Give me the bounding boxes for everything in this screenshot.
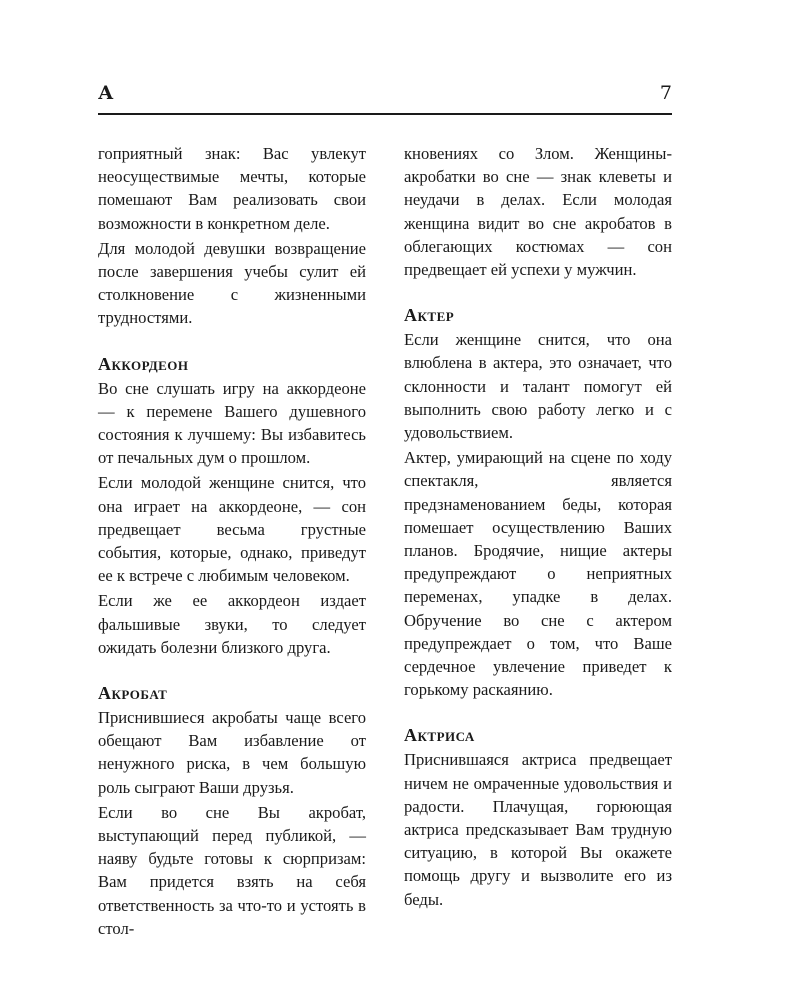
entry-paragraph: Приснившаяся актриса предвещает ничем не омраченные удовольствия и радости. Плачущая, горюющая актриса предсказывает Вам трудную ситуацию, в которой Вы окажете помощь другу и вызволите его из беды. xyxy=(404,750,672,909)
continuation-paragraph: кновениях со Злом. Женщины-акробатки во сне — знак клеветы и неудачи в делах. Если молодая женщина видит во сне акробатов в облегающих костюмах — сон предвещает ей успехи у мужчин. xyxy=(404,144,672,280)
entry-paragraph: Если во сне Вы акробат, выступающий перед публикой, — наяву будьте готовы к сюрпризам: Вам придется взять на себя ответственность за что-то и устоять в стол- xyxy=(98,802,366,938)
entry-title: Актриса xyxy=(404,725,475,746)
section-letter: А xyxy=(98,82,114,104)
entry-acrobat xyxy=(98,681,366,940)
entry-paragraph: Актер, умирающий на сцене по ходу спектакля, является предзнаменованием беды, которая помешает осуществлению Ваших планов. Бродячие, нищие актеры предупреждают о неприятных переменах, упадке в делах. Обручение во сне с актером предупреждает о том, что Ваше сердечное увлечение приведет к горькому раскаянию. xyxy=(404,448,672,700)
page-number: 7 xyxy=(659,82,672,104)
entry-title: Акробат xyxy=(98,683,168,704)
entry-actress xyxy=(404,723,672,910)
entry-title: Актер xyxy=(404,305,455,326)
entry-paragraph: Если молодой женщине снится, что она играет на аккордеоне, — сон предвещает весьма грустные события, которые, однако, приведут ее к встрече с любимым человеком. xyxy=(98,473,366,586)
left-column xyxy=(98,142,366,942)
entry-paragraph: Если же ее аккордеон издает фальшивые звуки, то следует ожидать болезни близкого друга. xyxy=(98,591,366,657)
entry-actor xyxy=(404,303,672,701)
continuation-paragraph: гоприятный знак: Вас увлекут неосуществимые мечты, которые помешают Вам реализовать свои возможности в конкретном деле. xyxy=(98,144,366,233)
entry-paragraph: Во сне слушать игру на аккордеоне — к перемене Вашего душевного состояния к лучшему: Вы избавитесь от печальных дум о прошлом. xyxy=(98,378,366,468)
entry-title: Аккордеон xyxy=(98,353,189,374)
entry-accordion xyxy=(98,352,366,659)
running-head xyxy=(98,82,672,112)
right-column xyxy=(404,142,672,913)
entry-paragraph: Если женщине снится, что она влюблена в актера, это означает, что склонности и талант помогут ей выполнить свою работу легко и с удовольствием. xyxy=(404,330,672,443)
header-rule xyxy=(98,113,672,115)
continuation-paragraph: Для молодой девушки возвращение после завершения учебы сулит ей столкновение с жизненными трудностями. xyxy=(98,238,366,328)
entry-paragraph: Приснившиеся акробаты чаще всего обещают Вам избавление от ненужного риска, в чем большую роль сыграют Ваши друзья. xyxy=(98,708,366,797)
